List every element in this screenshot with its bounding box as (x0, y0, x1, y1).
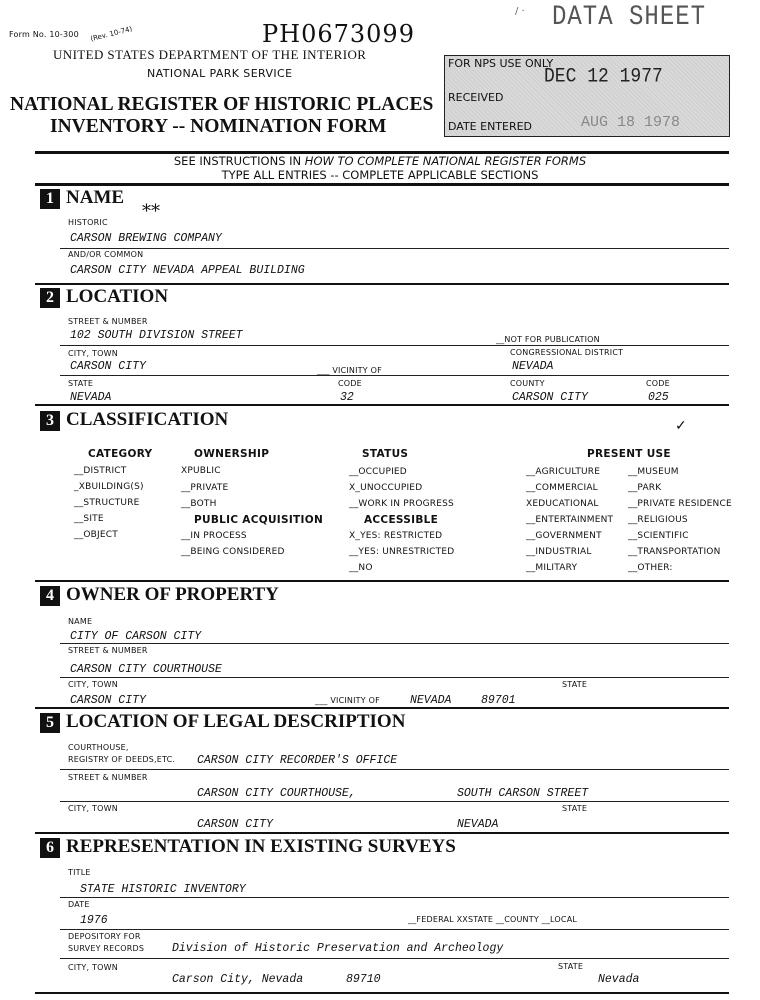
present-use-option: __TRANSPORTATION (628, 547, 721, 557)
owner-state-label: STATE (562, 680, 588, 689)
not-for-publication-option: __NOT FOR PUBLICATION (496, 335, 600, 344)
section-number: 1 (40, 189, 60, 209)
common-name-label: AND/OR COMMON (68, 250, 144, 259)
county-code-label: CODE (646, 379, 670, 388)
congressional-district-value: NEVADA (512, 360, 554, 373)
survey-date-label: DATE (68, 900, 90, 909)
owner-state-value: NEVADA (410, 694, 452, 707)
owner-vicinity-option: ___ VICINITY OF (315, 696, 380, 705)
owner-city-label: CITY, TOWN (68, 680, 118, 689)
divider (60, 897, 729, 898)
department-name: UNITED STATES DEPARTMENT OF THE INTERIOR (53, 47, 367, 62)
city-label: CITY, TOWN (68, 349, 118, 358)
ownership-option: __PRIVATE (181, 483, 229, 493)
state-value: NEVADA (70, 391, 112, 404)
present-use-option: __COMMERCIAL (526, 483, 598, 493)
data-sheet-stamp: DATA SHEET (552, 1, 707, 34)
present-use-option: __MILITARY (526, 563, 578, 573)
section-title: NAME (66, 187, 125, 208)
divider (60, 248, 729, 249)
public-acquisition-heading: PUBLIC ACQUISITION (194, 514, 324, 526)
section-number: 2 (40, 288, 60, 308)
category-option: __OBJECT (74, 530, 118, 540)
status-option: __WORK IN PROGRESS (349, 499, 454, 509)
divider (60, 677, 729, 678)
registry-label: REGISTRY OF DEEDS,ETC. (68, 755, 176, 764)
county-code-value: 025 (648, 391, 669, 404)
date-entered-stamp: AUG 18 1978 (581, 114, 681, 131)
owner-city-value: CARSON CITY (70, 694, 146, 707)
divider (60, 769, 729, 770)
present-use-heading: PRESENT USE (587, 448, 671, 460)
owner-name-label: NAME (68, 617, 93, 626)
category-option: __SITE (74, 514, 104, 524)
category-option: __DISTRICT (74, 466, 127, 476)
present-use-option: __OTHER: (628, 563, 673, 573)
legal-city-value: CARSON CITY (197, 818, 273, 831)
section-title: REPRESENTATION IN EXISTING SURVEYS (66, 836, 456, 857)
section-number: 3 (40, 411, 60, 431)
code-value: 32 (340, 391, 354, 404)
survey-records-label: SURVEY RECORDS (68, 944, 145, 953)
acquisition-option: __IN PROCESS (181, 531, 247, 541)
state-label: STATE (68, 379, 94, 388)
owner-zip-value: 89701 (481, 694, 516, 707)
section-number: 4 (40, 586, 60, 606)
owner-street-label: STREET & NUMBER (68, 646, 148, 655)
ownership-option: __BOTH (181, 499, 217, 509)
survey-date-value: 1976 (80, 914, 108, 927)
historic-annotation: ** (142, 201, 160, 222)
instructions-line1: SEE INSTRUCTIONS IN HOW TO COMPLETE NATIONAL REGISTER FORMS (173, 154, 587, 168)
present-use-option: __MUSEUM (628, 467, 679, 477)
category-option: __STRUCTURE (74, 498, 140, 508)
depository-city-value: Carson City, Nevada (172, 973, 304, 986)
section2-rule (35, 283, 729, 285)
present-use-option: __SCIENTIFIC (628, 531, 689, 541)
legal-street-value2: SOUTH CARSON STREET (457, 787, 589, 800)
courthouse-label: COURTHOUSE, (68, 743, 129, 752)
accessible-option: __YES: UNRESTRICTED (349, 547, 455, 557)
historic-name-value: CARSON BREWING COMPANY (70, 232, 222, 245)
accessible-heading: ACCESSIBLE (364, 514, 439, 526)
section5-rule (35, 707, 729, 709)
survey-title-value: STATE HISTORIC INVENTORY (80, 883, 246, 896)
present-use-option: __PRIVATE RESIDENCE (628, 499, 732, 509)
vicinity-option: ___ VICINITY OF (317, 366, 382, 375)
depository-state-value: Nevada (598, 973, 640, 986)
street-label: STREET & NUMBER (68, 317, 148, 326)
service-name: NATIONAL PARK SERVICE (147, 67, 293, 80)
legal-state-value: NEVADA (457, 818, 499, 831)
ownership-heading: OWNERSHIP (194, 448, 270, 460)
registry-value: CARSON CITY RECORDER'S OFFICE (197, 754, 398, 767)
received-label: RECEIVED (448, 91, 504, 104)
form-title-line2: INVENTORY -- NOMINATION FORM (50, 116, 387, 137)
section-number: 6 (40, 838, 60, 858)
present-use-option: __GOVERNMENT (526, 531, 602, 541)
depository-zip-value: 89710 (346, 973, 381, 986)
check-mark: ✓ (675, 418, 687, 434)
ownership-option: XPUBLIC (181, 466, 221, 476)
section1-rule (35, 183, 729, 186)
present-use-option: __ENTERTAINMENT (526, 515, 614, 525)
county-label: COUNTY (510, 379, 545, 388)
divider (60, 958, 729, 959)
section-title: LOCATION OF LEGAL DESCRIPTION (66, 711, 406, 732)
accessible-option: X_YES: RESTRICTED (349, 531, 443, 541)
divider (60, 375, 729, 376)
city-value: CARSON CITY (70, 360, 146, 373)
form-number: Form No. 10-300 (9, 30, 79, 39)
date-entered-label: DATE ENTERED (448, 120, 533, 133)
status-heading: STATUS (362, 448, 409, 460)
received-stamp: DEC 12 1977 (544, 65, 663, 89)
divider (60, 929, 729, 930)
street-value: 102 SOUTH DIVISION STREET (70, 329, 243, 342)
status-option: X_UNOCCUPIED (349, 483, 423, 493)
form-revision: (Rev. 10-74) (89, 24, 134, 44)
legal-state-label: STATE (562, 804, 588, 813)
divider (60, 345, 729, 346)
historic-label: HISTORIC (68, 218, 108, 227)
congressional-district-label: CONGRESSIONAL DISTRICT (510, 348, 624, 357)
depository-label: DEPOSITORY FOR (68, 932, 141, 941)
depository-state-label: STATE (558, 962, 584, 971)
category-heading: CATEGORY (88, 448, 153, 460)
legal-street-value: CARSON CITY COURTHOUSE, (197, 787, 356, 800)
depository-city-label: CITY, TOWN (68, 963, 118, 972)
present-use-option: __INDUSTRIAL (526, 547, 592, 557)
present-use-option: XEDUCATIONAL (526, 499, 599, 509)
section-number: 5 (40, 713, 60, 733)
code-label: CODE (338, 379, 362, 388)
common-name-value: CARSON CITY NEVADA APPEAL BUILDING (70, 264, 305, 277)
form-title-line1: NATIONAL REGISTER OF HISTORIC PLACES (10, 94, 434, 115)
handwritten-reference-id: PH0673099 (262, 20, 415, 48)
category-option: _XBUILDING(S) (74, 482, 144, 492)
present-use-option: __PARK (628, 483, 662, 493)
legal-street-label: STREET & NUMBER (68, 773, 148, 782)
present-use-option: __RELIGIOUS (628, 515, 688, 525)
county-value: CARSON CITY (512, 391, 588, 404)
stamp-mark: / · (515, 6, 525, 17)
status-option: __OCCUPIED (349, 467, 407, 477)
survey-title-label: TITLE (68, 868, 91, 877)
bottom-rule (35, 992, 729, 994)
section3-rule (35, 404, 729, 406)
section-title: OWNER OF PROPERTY (66, 584, 279, 605)
section-title: LOCATION (66, 286, 169, 307)
section4-rule (35, 580, 729, 582)
survey-level-options: __FEDERAL XXSTATE __COUNTY __LOCAL (408, 915, 578, 924)
divider (60, 801, 729, 802)
section6-rule (35, 832, 729, 834)
nps-use-only-label: FOR NPS USE ONLY (448, 57, 554, 70)
section-title: CLASSIFICATION (66, 409, 229, 430)
owner-street-value: CARSON CITY COURTHOUSE (70, 663, 222, 676)
legal-city-label: CITY, TOWN (68, 804, 118, 813)
instructions-line2: TYPE ALL ENTRIES -- COMPLETE APPLICABLE SECTIONS (221, 168, 539, 182)
divider (60, 643, 729, 644)
present-use-option: __AGRICULTURE (526, 467, 601, 477)
nps-use-only-box (444, 55, 730, 137)
owner-name-value: CITY OF CARSON CITY (70, 630, 202, 643)
depository-value: Division of Historic Preservation and Archeology (172, 942, 504, 955)
acquisition-option: __BEING CONSIDERED (181, 547, 285, 557)
accessible-option: __NO (349, 563, 373, 573)
